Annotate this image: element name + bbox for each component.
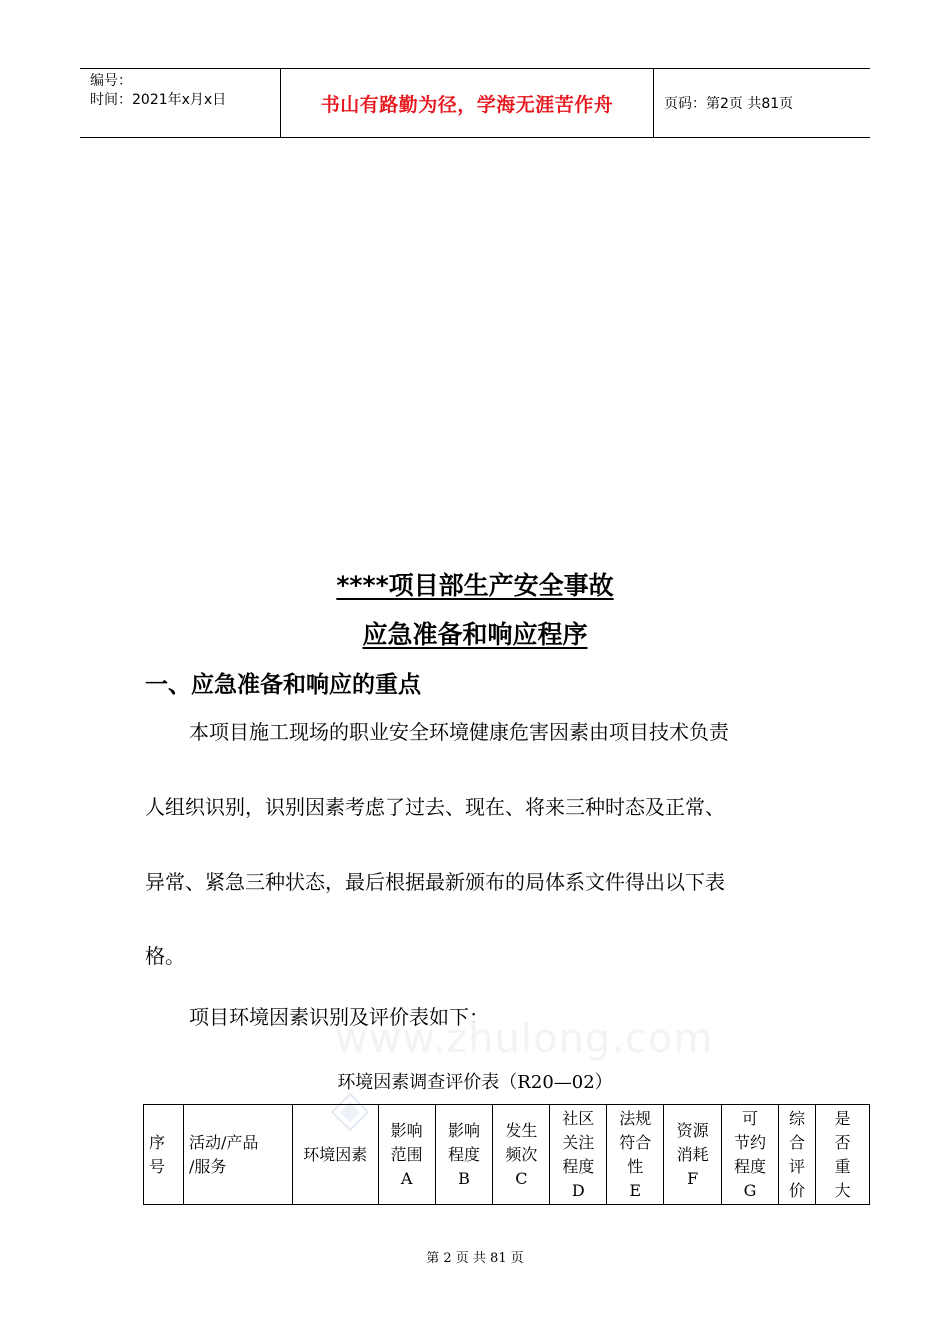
table-header-text: 范围 [390, 1144, 423, 1164]
table-header-text: 评 [788, 1156, 805, 1176]
header-motto: 书山有路勤为径，学海无涯苦作舟 [320, 93, 614, 116]
table-header-text: 社区 [562, 1108, 595, 1128]
table-header-cell [664, 1105, 722, 1205]
table-header-cell [607, 1105, 664, 1205]
table-header-text: 活动/产品 [188, 1132, 259, 1152]
table-header-text: 合 [788, 1132, 805, 1152]
table-header-row [144, 1105, 870, 1205]
table-header-cell [815, 1105, 869, 1205]
table-header-text: 是 [834, 1108, 851, 1128]
table-header-cell [292, 1105, 378, 1205]
document-title-line2: 应急准备和响应程序 [362, 620, 588, 649]
table-header-cell [493, 1105, 550, 1205]
section1-heading: 一、应急准备和响应的重点 [145, 672, 421, 698]
watermark-text: www.zhulong.com [335, 1016, 714, 1062]
table-header-text: 关注 [562, 1132, 595, 1152]
header-motto-cell [281, 69, 654, 137]
table-intro: 项目环境因素识别及评价表如下： [189, 1005, 489, 1029]
table-header-text: 发生 [505, 1120, 538, 1140]
table-header-text: 法规 [619, 1108, 652, 1128]
table-header-text: G [743, 1180, 757, 1200]
table-header-text: 符合 [619, 1132, 652, 1152]
table-header-cell [550, 1105, 607, 1205]
document-title-line1: ****项目部生产安全事故 [336, 571, 614, 600]
table-header-cell [183, 1105, 292, 1205]
table-header-cell [435, 1105, 493, 1205]
header-number: 编号： [90, 73, 132, 89]
table-header-cell [144, 1105, 184, 1205]
table-header-text: 序 [149, 1132, 166, 1152]
table-header-text: 性 [627, 1156, 644, 1176]
table-header-text: 影响 [447, 1120, 480, 1140]
page-footer: 第 2 页 共 81 页 [426, 1251, 524, 1266]
header-page-info: 页码：第2页 共81页 [664, 96, 794, 112]
table-header-text: 程度 [734, 1156, 767, 1176]
table-header-text: 程度 [447, 1144, 480, 1164]
table-header-text: 频次 [505, 1144, 538, 1164]
table-header-text: D [571, 1180, 585, 1200]
table-header-text: B [458, 1168, 470, 1188]
table-header-text: 可 [742, 1108, 759, 1128]
table-header-text: 重 [834, 1156, 851, 1176]
table-header-text: 否 [834, 1132, 851, 1152]
table-header-text: 消耗 [676, 1144, 709, 1164]
table-header-text: 程度 [562, 1156, 595, 1176]
paragraph-line1: 本项目施工现场的职业安全环境健康危害因素由项目技术负责 [189, 720, 729, 744]
table-header-text: 节约 [734, 1132, 767, 1152]
paragraph-line4: 格。 [145, 944, 185, 968]
table-header-cell [722, 1105, 779, 1205]
table-header-text: 影响 [390, 1120, 423, 1140]
environment-factor-table [143, 1104, 870, 1205]
table-header-text: 环境因素 [303, 1144, 368, 1164]
table-header-text: E [629, 1180, 642, 1200]
table-header-cell [778, 1105, 815, 1205]
table-header-text: /服务 [188, 1156, 227, 1176]
table-caption: 环境因素调查评价表（R20—02） [337, 1072, 613, 1093]
table-header-text: 价 [788, 1180, 805, 1200]
table-header-text: 号 [149, 1156, 166, 1176]
table-header-text: F [687, 1168, 699, 1188]
table-header-text: 资源 [676, 1120, 709, 1140]
document-header [80, 68, 870, 138]
table-header-cell [378, 1105, 435, 1205]
table-header-text: 大 [834, 1180, 851, 1200]
table-header-text: 综 [788, 1108, 805, 1128]
paragraph-line3: 异常、紧急三种状态，最后根据最新颁布的局体系文件得出以下表 [145, 870, 725, 894]
table-header-text: C [515, 1168, 528, 1188]
paragraph-line2: 人组织识别，识别因素考虑了过去、现在、将来三种时态及正常、 [145, 795, 725, 819]
table-header-text: A [400, 1168, 413, 1188]
header-date: 时间：2021年x月x日 [90, 92, 227, 108]
header-meta [80, 69, 281, 137]
